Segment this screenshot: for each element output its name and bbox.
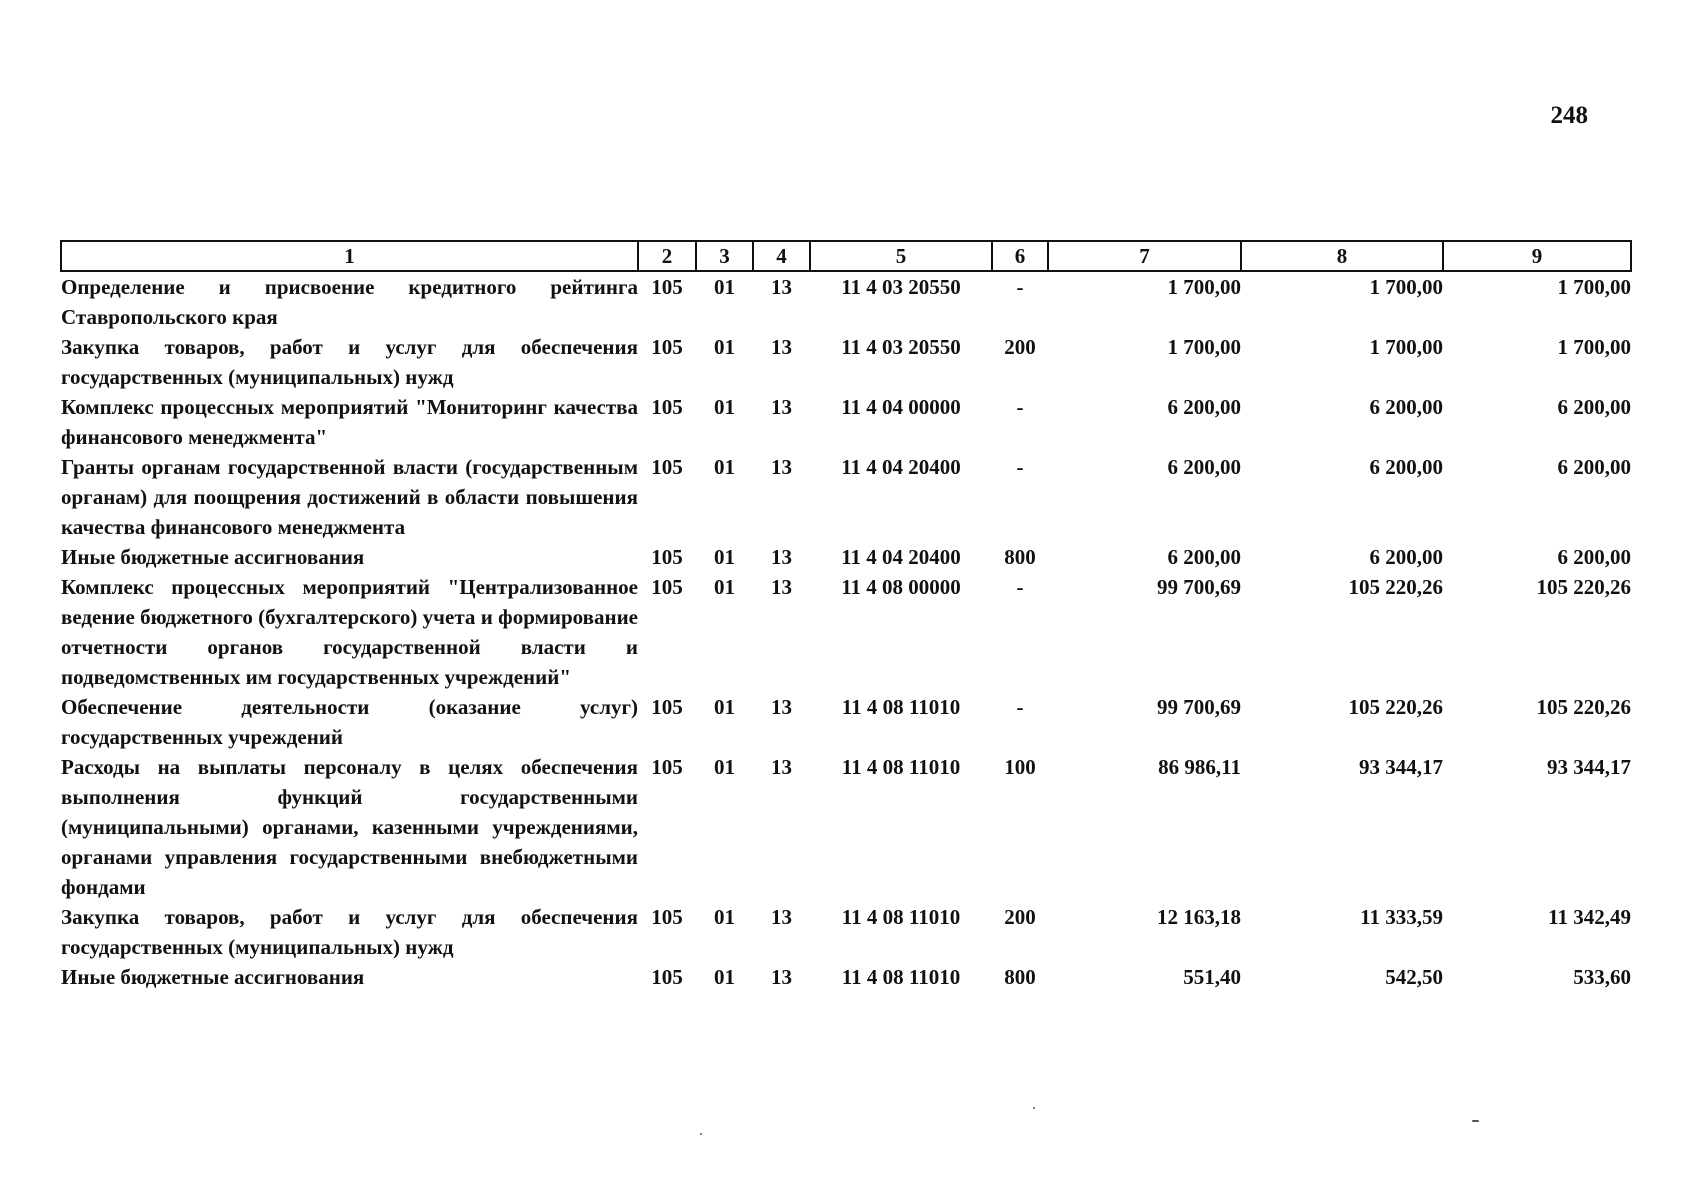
cell-col-2: 105: [651, 275, 683, 299]
cell-col-5: 11 4 08 11010: [841, 905, 961, 929]
cell-col-9: 6 200,00: [1557, 455, 1631, 479]
cell-col-4: 13: [771, 275, 792, 299]
cell-col-7: 12 163,18: [1157, 905, 1241, 929]
cell-col-3: 01: [714, 275, 735, 299]
page-number: 248: [1550, 102, 1588, 129]
cell-col-3: 01: [714, 455, 735, 479]
cell-col-4: 13: [771, 965, 792, 989]
cell-col-5: 11 4 08 00000: [841, 575, 961, 599]
cell-col-8: 105 220,26: [1348, 575, 1443, 599]
cell-col-4: 13: [771, 455, 792, 479]
cell-col-3: 01: [714, 395, 735, 419]
cell-col-9: 6 200,00: [1557, 545, 1631, 569]
cell-col-8: 105 220,26: [1348, 695, 1443, 719]
cell-col-5: 11 4 04 20400: [841, 455, 961, 479]
cell-col-3: 01: [714, 965, 735, 989]
cell-col-5: 11 4 08 11010: [841, 965, 961, 989]
table-row: [61, 572, 1631, 692]
table-row: [61, 452, 1631, 542]
cell-col-7: 6 200,00: [1167, 455, 1241, 479]
cell-col-4: 13: [771, 335, 792, 359]
cell-col-9: 1 700,00: [1557, 335, 1631, 359]
cell-col-8: 1 700,00: [1369, 275, 1443, 299]
cell-col-8: 542,50: [1385, 965, 1443, 989]
cell-col-9: 105 220,26: [1536, 575, 1631, 599]
row-name: Комплекс процессных мероприятий "Мониторинг качества финансового менеджмента": [61, 395, 638, 449]
cell-col-5: 11 4 08 11010: [841, 695, 961, 719]
header-col-2: 2: [638, 241, 696, 271]
header-row: [61, 241, 1631, 271]
header-col-7: 7: [1048, 241, 1241, 271]
cell-col-4: 13: [771, 575, 792, 599]
cell-col-9: 93 344,17: [1547, 755, 1631, 779]
table-row: [61, 542, 1631, 572]
table-row: [61, 752, 1631, 902]
cell-col-6: 800: [1004, 545, 1036, 569]
cell-col-7: 6 200,00: [1167, 545, 1241, 569]
cell-col-2: 105: [651, 335, 683, 359]
row-name: Гранты органам государственной власти (государственным органам) для поощрения достижений в области повышения качества финансового менеджмента: [61, 455, 638, 539]
cell-col-8: 6 200,00: [1369, 545, 1443, 569]
cell-col-4: 13: [771, 545, 792, 569]
cell-col-2: 105: [651, 455, 683, 479]
cell-col-6: -: [1016, 455, 1024, 479]
cell-col-9: 105 220,26: [1536, 695, 1631, 719]
cell-col-4: 13: [771, 755, 792, 779]
cell-col-2: 105: [651, 575, 683, 599]
cell-col-4: 13: [771, 395, 792, 419]
cell-col-5: 11 4 04 00000: [841, 395, 961, 419]
cell-col-9: 6 200,00: [1557, 395, 1631, 419]
cell-col-5: 11 4 08 11010: [841, 755, 961, 779]
budget-table: [60, 240, 1632, 992]
cell-col-9: 11 342,49: [1548, 905, 1631, 929]
cell-col-4: 13: [771, 695, 792, 719]
cell-col-4: 13: [771, 905, 792, 929]
cell-col-6: 200: [1004, 335, 1036, 359]
cell-col-6: -: [1016, 575, 1024, 599]
cell-col-7: 99 700,69: [1157, 695, 1241, 719]
cell-col-2: 105: [651, 545, 683, 569]
cell-col-2: 105: [651, 965, 683, 989]
cell-col-3: 01: [714, 575, 735, 599]
cell-col-9: 533,60: [1573, 965, 1631, 989]
cell-col-3: 01: [714, 755, 735, 779]
cell-col-6: -: [1016, 695, 1024, 719]
header-col-3: 3: [696, 241, 753, 271]
row-name: Иные бюджетные ассигнования: [61, 545, 365, 569]
cell-col-2: 105: [651, 395, 683, 419]
cell-col-3: 01: [714, 545, 735, 569]
cell-col-7: 1 700,00: [1167, 275, 1241, 299]
header-col-9: 9: [1443, 241, 1631, 271]
row-name: Иные бюджетные ассигнования: [61, 965, 365, 989]
table-row: [61, 392, 1631, 452]
scan-speck: [700, 1133, 702, 1135]
cell-col-7: 86 986,11: [1158, 755, 1241, 779]
table-row: [61, 692, 1631, 752]
cell-col-2: 105: [651, 695, 683, 719]
row-name: Закупка товаров, работ и услуг для обеспечения государственных (муниципальных) нужд: [61, 905, 638, 959]
row-name: Комплекс процессных мероприятий "Централизованное ведение бюджетного (бухгалтерского) учета и формирование отчетности органов государственной власти и подведомственных им государственных учреждений": [61, 575, 638, 689]
cell-col-6: 800: [1004, 965, 1036, 989]
header-col-8: 8: [1241, 241, 1443, 271]
cell-col-2: 105: [651, 905, 683, 929]
cell-col-6: -: [1016, 275, 1024, 299]
cell-col-7: 99 700,69: [1157, 575, 1241, 599]
header-col-4: 4: [753, 241, 810, 271]
cell-col-7: 551,40: [1183, 965, 1241, 989]
row-name: Обеспечение деятельности (оказание услуг) государственных учреждений: [61, 695, 638, 749]
cell-col-5: 11 4 03 20550: [841, 275, 961, 299]
header-col-6: 6: [992, 241, 1048, 271]
cell-col-7: 1 700,00: [1167, 335, 1241, 359]
header-col-5: 5: [810, 241, 992, 271]
cell-col-9: 1 700,00: [1557, 275, 1631, 299]
cell-col-7: 6 200,00: [1167, 395, 1241, 419]
cell-col-2: 105: [651, 755, 683, 779]
row-name: Расходы на выплаты персоналу в целях обеспечения выполнения функций государственными (муниципальными) органами, казенными учреждениями, органами управления государственными внебюджетными фондами: [61, 755, 638, 899]
cell-col-3: 01: [714, 335, 735, 359]
scan-speck: [1033, 1107, 1035, 1109]
cell-col-6: -: [1016, 395, 1024, 419]
cell-col-8: 93 344,17: [1359, 755, 1443, 779]
table-row: [61, 271, 1631, 332]
cell-col-3: 01: [714, 695, 735, 719]
scan-speck: [1472, 1120, 1479, 1122]
cell-col-6: 100: [1004, 755, 1036, 779]
cell-col-5: 11 4 04 20400: [841, 545, 961, 569]
row-name: Определение и присвоение кредитного рейтинга Ставропольского края: [61, 275, 638, 329]
table-row: [61, 962, 1631, 992]
cell-col-8: 6 200,00: [1369, 455, 1443, 479]
cell-col-5: 11 4 03 20550: [841, 335, 961, 359]
cell-col-3: 01: [714, 905, 735, 929]
row-name: Закупка товаров, работ и услуг для обеспечения государственных (муниципальных) нужд: [61, 335, 638, 389]
header-col-1: 1: [61, 241, 638, 271]
table-row: [61, 902, 1631, 962]
cell-col-8: 6 200,00: [1369, 395, 1443, 419]
cell-col-8: 1 700,00: [1369, 335, 1443, 359]
cell-col-6: 200: [1004, 905, 1036, 929]
cell-col-8: 11 333,59: [1360, 905, 1443, 929]
table-row: [61, 332, 1631, 392]
